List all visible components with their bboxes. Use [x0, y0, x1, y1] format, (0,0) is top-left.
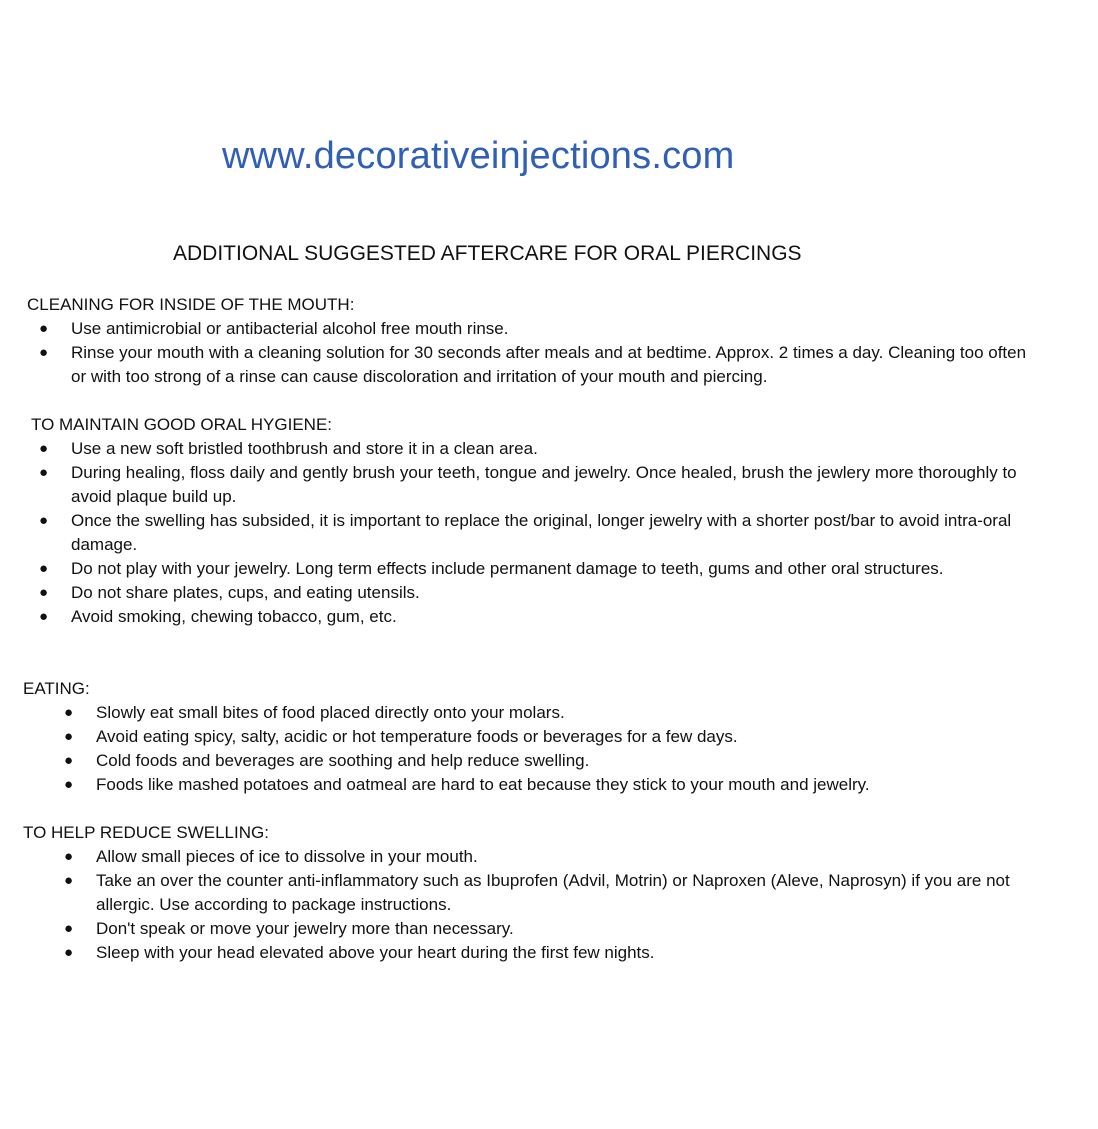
bullet-icon: ●	[64, 920, 74, 937]
section-heading: EATING:	[23, 679, 90, 698]
list-item	[23, 773, 1023, 797]
list-item-text: Sleep with your head elevated above your heart during the first few nights.	[96, 943, 655, 962]
list-item	[23, 701, 1023, 725]
bullet-icon: ●	[39, 560, 49, 577]
list-item-text: Allow small pieces of ice to dissolve in your mouth.	[96, 847, 478, 866]
list-item-text: Avoid eating spicy, salty, acidic or hot temperature foods or beverages for a few days.	[96, 727, 738, 746]
list-item	[31, 437, 1027, 461]
list-item	[31, 461, 1027, 509]
list-item-text: Once the swelling has subsided, it is important to replace the original, longer jewelry with a shorter post/bar to avoid intra-oral damage.	[71, 511, 1012, 554]
list-item	[31, 509, 1027, 557]
bullet-list	[31, 437, 1027, 629]
bullet-icon: ●	[64, 752, 74, 769]
site-url: www.decorativeinjections.com	[222, 135, 735, 177]
list-item-text: Rinse your mouth with a cleaning solution for 30 seconds after meals and at bedtime. Approx. 2 times a day. Cleaning too often or with too strong of a rinse can cause discoloration and irritation of your mouth and piercing.	[71, 343, 1027, 386]
list-item-text: Use a new soft bristled toothbrush and store it in a clean area.	[71, 439, 538, 458]
bullet-list	[23, 845, 1023, 965]
section-heading: TO HELP REDUCE SWELLING:	[23, 823, 269, 842]
bullet-icon: ●	[39, 608, 49, 625]
list-item-text: Foods like mashed potatoes and oatmeal are hard to eat because they stick to your mouth and jewelry.	[96, 775, 870, 794]
section-heading: TO MAINTAIN GOOD ORAL HYGIENE:	[31, 415, 333, 434]
bullet-icon: ●	[64, 944, 74, 961]
bullet-icon: ●	[39, 512, 49, 529]
list-item	[23, 869, 1023, 917]
section-reduce-swelling	[23, 821, 1023, 965]
list-item	[31, 581, 1027, 605]
section-oral-hygiene	[31, 413, 1027, 629]
bullet-icon: ●	[64, 704, 74, 721]
bullet-icon: ●	[64, 848, 74, 865]
section-eating	[23, 677, 1023, 797]
bullet-icon: ●	[64, 872, 74, 889]
bullet-icon: ●	[39, 584, 49, 601]
list-item	[23, 845, 1023, 869]
bullet-icon: ●	[39, 320, 49, 337]
list-item-text: Don't speak or move your jewelry more than necessary.	[96, 919, 514, 938]
list-item-text: Do not play with your jewelry. Long term effects include permanent damage to teeth, gums and other oral structures.	[71, 559, 944, 578]
bullet-icon: ●	[39, 440, 49, 457]
bullet-icon: ●	[39, 344, 49, 361]
list-item	[23, 941, 1023, 965]
section-cleaning	[27, 293, 1027, 389]
list-item	[23, 725, 1023, 749]
list-item-text: Take an over the counter anti-inflammatory such as Ibuprofen (Advil, Motrin) or Naproxen (Aleve, Naprosyn) if you are not allergic. Use according to package instructions.	[96, 871, 1010, 914]
section-heading: CLEANING FOR INSIDE OF THE MOUTH:	[27, 295, 355, 314]
list-item-text: During healing, floss daily and gently brush your teeth, tongue and jewelry. Once healed, brush the jewlery more thoroughly to avoid plaque build up.	[71, 463, 1017, 506]
list-item	[23, 749, 1023, 773]
list-item-text: Use antimicrobial or antibacterial alcohol free mouth rinse.	[71, 319, 509, 338]
list-item	[27, 317, 1027, 341]
list-item-text: Do not share plates, cups, and eating utensils.	[71, 583, 420, 602]
list-item-text: Slowly eat small bites of food placed directly onto your molars.	[96, 703, 565, 722]
bullet-list	[27, 317, 1027, 389]
bullet-icon: ●	[64, 776, 74, 793]
list-item-text: Cold foods and beverages are soothing and help reduce swelling.	[96, 751, 590, 770]
list-item	[23, 917, 1023, 941]
bullet-icon: ●	[64, 728, 74, 745]
bullet-list	[23, 701, 1023, 797]
document-title: ADDITIONAL SUGGESTED AFTERCARE FOR ORAL PIERCINGS	[173, 242, 802, 265]
list-item	[27, 341, 1027, 389]
bullet-icon: ●	[39, 464, 49, 481]
list-item	[31, 605, 1027, 629]
list-item-text: Avoid smoking, chewing tobacco, gum, etc.	[71, 607, 397, 626]
list-item	[31, 557, 1027, 581]
